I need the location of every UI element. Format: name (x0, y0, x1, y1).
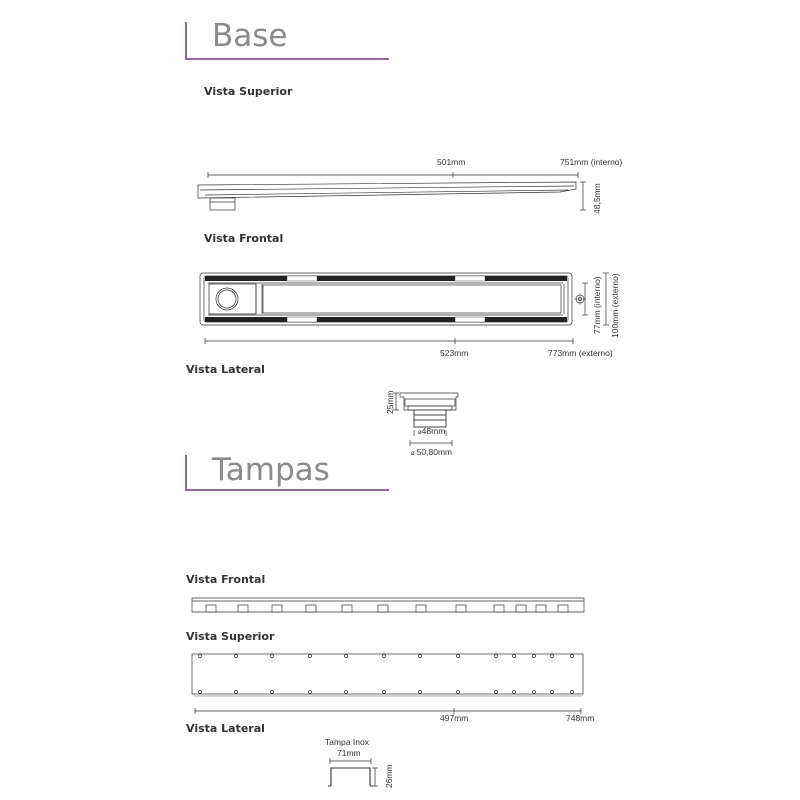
base-vista-superior-label: Vista Superior (204, 85, 293, 98)
base-superior-dim-full: 751mm (interno) (560, 157, 623, 167)
tampas-superior-dim-mid: 497mm (440, 713, 469, 723)
tampa-fixing-hole (495, 655, 498, 658)
diam-outer-value: 50,80mm (416, 447, 453, 457)
tampa-notch (306, 605, 316, 612)
tampa-fixing-hole (533, 691, 536, 694)
tampa-notch (536, 605, 546, 612)
tampa-notch (494, 605, 504, 612)
base-frontal-dim-full: 773mm (externo) (548, 348, 613, 358)
base-superior-dim-mid: 501mm (437, 157, 466, 167)
tampa-notch (416, 605, 426, 612)
base-front-view (200, 273, 620, 358)
base-side-view (385, 390, 458, 457)
tampa-fixing-hole (551, 691, 554, 694)
tampa-fixing-hole (571, 655, 574, 658)
tampa-fixing-hole (271, 691, 274, 694)
diam-inner-value: 48mm (421, 426, 446, 436)
tampa-fixing-hole (457, 655, 460, 658)
tampas-section-title: Tampas (212, 452, 330, 488)
tampa-fixing-hole (345, 691, 348, 694)
tampas-lateral-dim-width: 71mm (337, 748, 361, 758)
base-vista-lateral-label: Vista Lateral (186, 363, 265, 376)
tampas-top-view (192, 654, 594, 723)
tampa-fixing-hole (495, 691, 498, 694)
tampa-notch (342, 605, 352, 612)
tampa-notch (456, 605, 466, 612)
tampas-superior-dim-full: 748mm (566, 713, 595, 723)
tampa-fixing-hole (533, 655, 536, 658)
tampa-fixing-hole (345, 655, 348, 658)
tampa-fixing-hole (309, 691, 312, 694)
tampa-fixing-hole (551, 655, 554, 658)
diameter-symbol: ø (411, 451, 415, 457)
tampas-lateral-caption: Tampa Inox (325, 737, 369, 747)
tampa-fixing-hole (571, 691, 574, 694)
mounting-screw-icon (574, 293, 586, 305)
base-lateral-dim-diam-outer (411, 447, 452, 457)
tampas-vista-superior-label: Vista Superior (186, 630, 275, 643)
base-vista-frontal-label: Vista Frontal (204, 232, 284, 245)
tampa-fixing-hole (383, 655, 386, 658)
base-section-title: Base (212, 18, 288, 54)
tampa-fixing-hole (513, 655, 516, 658)
tampa-fixing-hole (199, 691, 202, 694)
diameter-symbol: ø (418, 430, 422, 436)
tampa-notch (516, 605, 526, 612)
tampas-lateral-dim-height: 26mm (384, 764, 394, 788)
tampas-vista-frontal-label: Vista Frontal (186, 573, 266, 586)
base-top-view (198, 157, 623, 214)
tampas-side-view (325, 737, 394, 788)
tampa-fixing-hole (513, 691, 516, 694)
base-frontal-dim-inner: 77mm (interno) (592, 276, 602, 334)
tampa-fixing-hole (419, 691, 422, 694)
tampa-notch (238, 605, 248, 612)
tampa-fixing-hole (419, 655, 422, 658)
tampa-fixing-hole (235, 655, 238, 658)
base-lateral-dim-height: 25mm (385, 390, 395, 414)
tampa-fixing-hole (457, 691, 460, 694)
tampas-vista-lateral-label: Vista Lateral (186, 722, 265, 735)
tampa-fixing-hole (271, 655, 274, 658)
tampa-notch (272, 605, 282, 612)
tampa-notch (206, 605, 216, 612)
tampa-fixing-hole (235, 691, 238, 694)
tampas-front-view (192, 598, 584, 612)
tampa-fixing-hole (199, 655, 202, 658)
base-superior-dim-height: 48,5mm (592, 183, 602, 214)
tampa-notch (558, 605, 568, 612)
base-lateral-dim-diam-inner (418, 426, 445, 436)
tampa-fixing-hole (309, 655, 312, 658)
tampa-notch (378, 605, 388, 612)
tampa-fixing-hole (383, 691, 386, 694)
base-frontal-dim-mid: 523mm (440, 348, 469, 358)
base-frontal-dim-outer: 100mm (externo) (610, 273, 620, 338)
